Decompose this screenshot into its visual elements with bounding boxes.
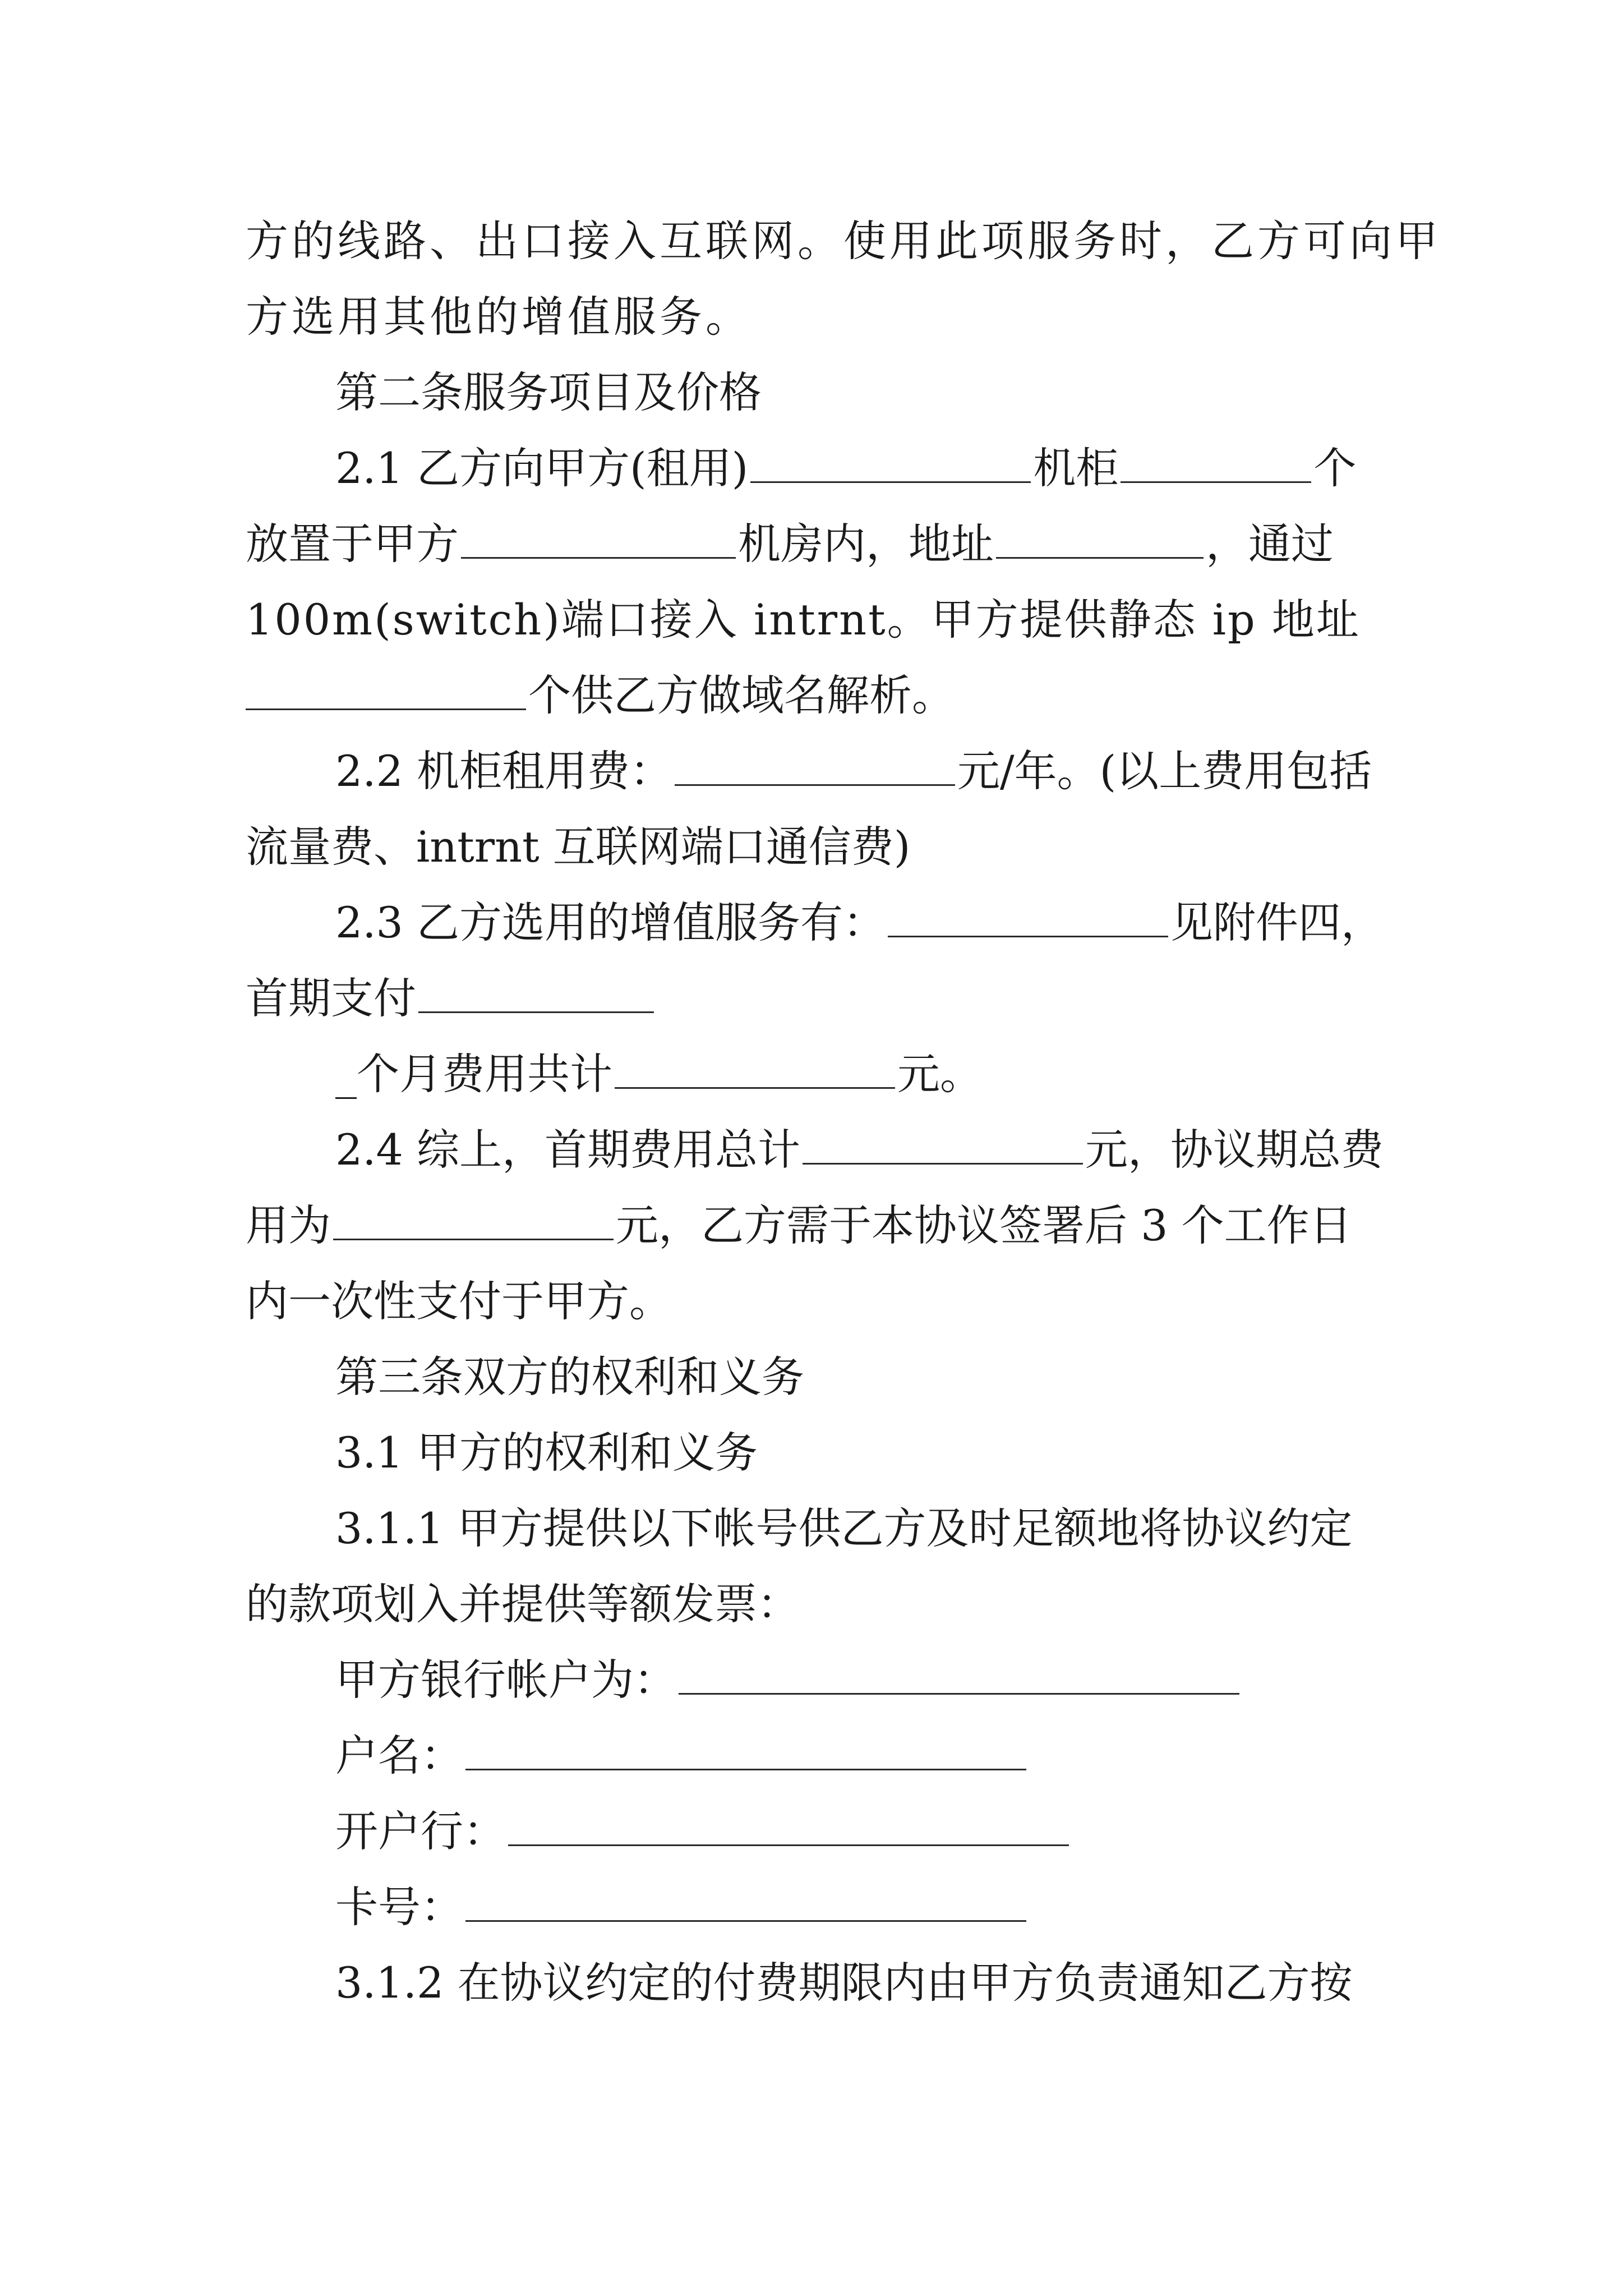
paragraph-line [335,440,1356,496]
text: 100m(switch)端口接入 intrnt。甲方提供静态 ip 地址 [246,595,1361,645]
section-heading [335,365,762,421]
text: 元。 [897,1049,983,1099]
card-number-blank[interactable] [465,1883,1026,1922]
fill-in-blank[interactable] [675,747,955,786]
fill-in-blank[interactable] [333,1202,614,1240]
paragraph-line [335,1501,1353,1557]
text: 方的线路、出口接入互联网。使用此项服务时，乙方可向甲 [246,216,1441,266]
text: 甲方银行帐户为： [335,1655,676,1705]
account-name-line [335,1728,1029,1784]
paragraph-line [246,1198,1352,1254]
paragraph-line [246,213,1441,269]
text: _个月费用共计 [335,1049,612,1099]
fill-in-blank[interactable] [803,1126,1083,1165]
text: 见附件四， [1170,898,1384,947]
text: 3.1 甲方的权利和义务 [335,1428,758,1478]
paragraph-line [335,1955,1353,2011]
fill-in-blank[interactable] [996,520,1204,559]
section-heading [335,1349,804,1405]
text: 的款项划入并提供等额发票： [246,1579,800,1629]
paragraph-line [246,289,751,345]
text: 用为 [246,1200,331,1250]
paragraph-line [246,819,910,875]
paragraph-line [246,970,656,1027]
text: 首期支付 [246,973,416,1023]
bank-account-blank[interactable] [679,1656,1239,1695]
text: 机柜 [1033,443,1119,493]
text: 2.1 乙方向甲方(租用) [335,443,749,493]
paragraph-line [335,895,1384,951]
text: ，通过 [1206,519,1334,569]
fill-in-blank[interactable] [1121,444,1311,483]
opening-bank-line [335,1803,1071,1860]
card-number-line [335,1879,1029,1935]
text: 个 [1313,443,1357,493]
fill-in-blank[interactable] [888,899,1168,937]
bank-account-line [335,1652,1242,1708]
fill-in-blank[interactable] [418,974,654,1013]
paragraph-line [246,668,955,724]
paragraph-line [335,743,1372,799]
text: 3.1.1 甲方提供以下帐号供乙方及时足额地将协议约定 [335,1503,1353,1553]
paragraph-line [246,1576,800,1632]
text: 个供乙方做域名解析。 [528,670,955,720]
text: 内一次性支付于甲方。 [246,1276,672,1326]
opening-bank-blank[interactable] [508,1807,1069,1846]
fill-in-blank[interactable] [615,1050,895,1089]
paragraph-line [246,516,1334,572]
paragraph-line [335,1122,1384,1178]
paragraph-line [246,1273,672,1329]
fill-in-blank[interactable] [246,671,526,710]
text: 2.4 综上，首期费用总计 [335,1125,801,1175]
text: 元/年。(以上费用包括 [957,746,1372,796]
text: 方选用其他的增值服务。 [246,292,751,342]
text: 户名： [335,1731,463,1780]
text: 元，协议期总费 [1085,1125,1384,1175]
paragraph-line [246,592,1361,648]
fill-in-blank[interactable] [461,520,736,559]
paragraph-line [335,1046,983,1102]
text: 卡号： [335,1882,463,1932]
text: 第二条服务项目及价格 [335,367,762,417]
subsection-heading [335,1425,758,1481]
fill-in-blank[interactable] [750,444,1031,483]
text: 机房内，地址 [738,519,994,569]
account-name-blank[interactable] [465,1732,1026,1770]
text: 2.3 乙方选用的增值服务有： [335,898,886,947]
text: 放置于甲方 [246,519,459,569]
text: 流量费、intrnt 互联网端口通信费) [246,822,911,872]
text: 元，乙方需于本协议签署后 3 个工作日 [616,1200,1352,1250]
text: 开户行： [335,1806,506,1856]
text: 2.2 机柜租用费： [335,746,673,796]
text: 第三条双方的权利和义务 [335,1352,804,1402]
text: 3.1.2 在协议约定的付费期限内由甲方负责通知乙方按 [335,1958,1353,2008]
